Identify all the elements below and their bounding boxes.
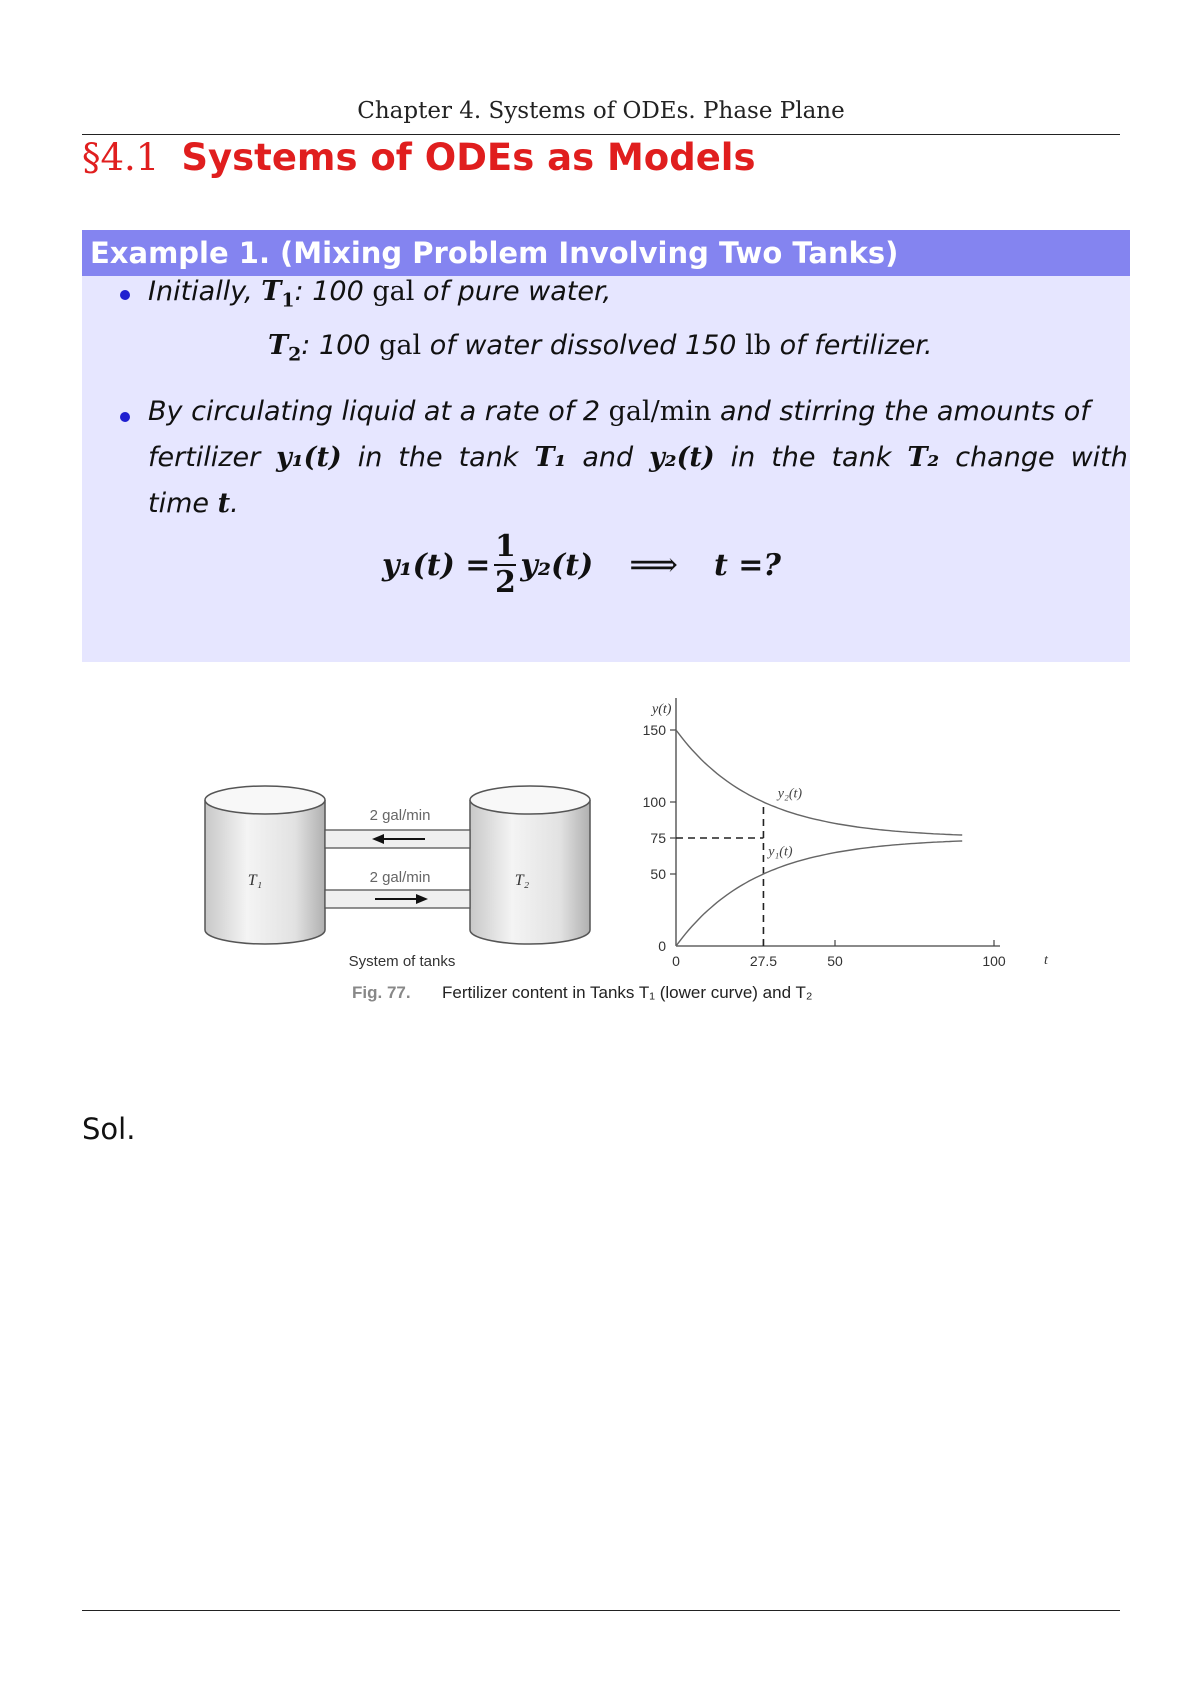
implies-arrow: ⟹ [629, 545, 678, 585]
tank-2-label: T₂ [514, 872, 530, 889]
word: in [730, 442, 756, 473]
header-rule [82, 134, 1120, 135]
math-t: t [217, 488, 231, 519]
text: Initially, [148, 276, 253, 307]
bullet-circulating-l2 [148, 442, 1128, 473]
x-tick-label: 100 [982, 953, 1006, 969]
y-tick-label: 150 [642, 722, 666, 738]
text: and stirring the amounts of [719, 396, 1090, 427]
bullet-circulating-l3 [148, 488, 239, 519]
text: 100 [312, 276, 364, 307]
math-y1: y₁(t) [276, 442, 342, 473]
x-axis-label: t [1044, 953, 1048, 968]
unit: gal [379, 330, 422, 361]
tank-1-top [205, 786, 325, 814]
text: time [148, 488, 210, 519]
display-equation [382, 530, 781, 600]
text: 100 [318, 330, 371, 361]
unit: gal/min [608, 396, 712, 427]
example-title: Example 1. (Mixing Problem Involving Two Tanks) [82, 230, 1130, 276]
fertilizer-plot [643, 698, 1049, 969]
bullet-circulating-l1 [148, 396, 1090, 427]
eq-question: t =? [713, 547, 782, 583]
text: 2 [582, 396, 601, 427]
y-tick-label: 75 [650, 830, 666, 846]
text: By circulating liquid at a rate of [148, 396, 575, 427]
y-tick-label: 50 [650, 866, 666, 882]
y-axis-label: y(t) [652, 702, 672, 717]
eq-numerator: 1 [494, 529, 516, 564]
section-heading [82, 136, 756, 179]
flow-label-top: 2 gal/min [369, 807, 431, 824]
math-t2: $T_2$ [268, 330, 302, 366]
eq-fraction [494, 530, 516, 600]
text: of water dissolved [429, 330, 677, 361]
y1-curve-label: y₁(t) [768, 844, 793, 860]
y1-curve [676, 841, 962, 946]
word: tank [458, 442, 519, 473]
eq-lhs: y₁(t) = [382, 547, 491, 583]
figure-svg [0, 680, 1200, 1040]
y-tick-label: 0 [658, 938, 666, 954]
figure-caption [352, 983, 812, 1002]
text: : [294, 276, 304, 307]
eq-denominator: 2 [494, 565, 516, 600]
footer-rule [82, 1610, 1120, 1611]
caption-fig-number: Fig. 77. [352, 983, 411, 1002]
text: . [230, 488, 239, 519]
text: of fertilizer. [779, 330, 933, 361]
solution-label: Sol. [82, 1112, 136, 1146]
word: change [955, 442, 1055, 473]
unit: gal [372, 276, 415, 307]
text: 150 [684, 330, 737, 361]
tank-diagram [205, 786, 590, 970]
x-tick-label: 0 [672, 953, 680, 969]
text: : [301, 330, 311, 361]
caption-text: Fertilizer content in Tanks T₁ (lower curve) and T₂ [442, 983, 813, 1002]
word: and [582, 442, 634, 473]
unit: lb [745, 330, 772, 361]
word: with [1070, 442, 1128, 473]
y-tick-label: 100 [642, 794, 666, 810]
word: tank [831, 442, 892, 473]
math-t1: T₁ [534, 442, 567, 473]
word: the [398, 442, 443, 473]
text: of pure water, [423, 276, 612, 307]
bullet-icon [120, 290, 130, 300]
math-y2: y₂(t) [649, 442, 715, 473]
y2-curve [676, 730, 962, 835]
math-t2: T₂ [907, 442, 940, 473]
bullet-initially-cont [268, 330, 933, 365]
tank-1-body [205, 800, 325, 944]
system-label: System of tanks [348, 953, 456, 970]
example-block [82, 230, 1130, 662]
bullet-initially [148, 276, 611, 311]
figure [0, 680, 1200, 1040]
flow-label-bottom: 2 gal/min [369, 869, 431, 886]
tank-1-label: T₁ [247, 872, 263, 889]
running-header: Chapter 4. Systems of ODEs. Phase Plane [357, 98, 845, 124]
section-number: §4.1 [82, 136, 160, 179]
eq-rhs: y₂(t) [520, 547, 594, 583]
bullet-icon [120, 412, 130, 422]
word: the [771, 442, 816, 473]
x-tick-label: 50 [827, 953, 843, 969]
y2-curve-label: y₂(t) [777, 786, 803, 802]
x-tick-label: 27.5 [749, 953, 778, 969]
section-title: Systems of ODEs as Models [181, 136, 756, 179]
math-t1: $T_1$ [261, 276, 295, 312]
tank-2-body [470, 800, 590, 944]
word: fertilizer [148, 442, 261, 473]
word: in [357, 442, 383, 473]
tank-2-top [470, 786, 590, 814]
